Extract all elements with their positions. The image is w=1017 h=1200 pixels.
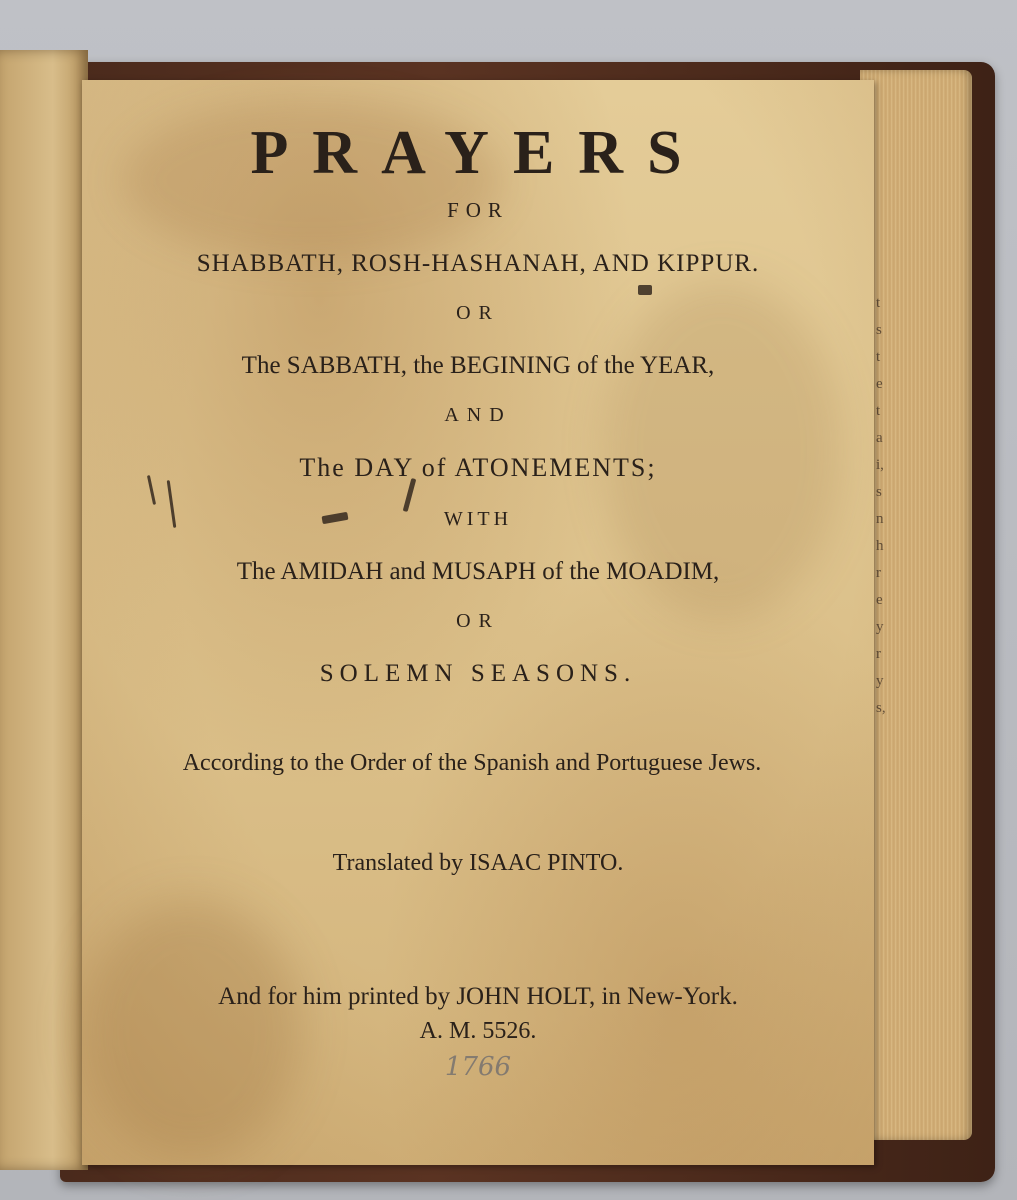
sabbath-line: The SABBATH, the BEGINING of the YEAR, xyxy=(241,352,715,379)
page-edge-letter: y xyxy=(876,619,884,635)
page-edge-letter: s, xyxy=(876,700,886,716)
day-of-atonements-line: The DAY of ATONEMENTS; xyxy=(299,453,657,482)
or-line: OR xyxy=(456,302,500,324)
page-edge-letter: r xyxy=(876,646,881,662)
page-edge-letter: e xyxy=(876,376,883,392)
or-line-2: OR xyxy=(456,610,500,632)
page-edge-letter: s xyxy=(876,484,882,500)
amidah-line: The AMIDAH and MUSAPH of the MOADIM, xyxy=(236,558,720,585)
page-edge-letter: r xyxy=(876,565,881,581)
page-edge-letter: a xyxy=(876,430,883,446)
page-edge-letter: t xyxy=(876,349,881,365)
for-line: FOR xyxy=(447,198,509,222)
page-edge-letter: h xyxy=(876,538,884,554)
translator-line: Translated by ISAAC PINTO. xyxy=(332,850,624,876)
ink-mark xyxy=(638,285,652,295)
left-facing-page xyxy=(0,50,88,1170)
page-edge-letter: t xyxy=(876,295,881,311)
page-edge-letter: s xyxy=(876,322,882,338)
solemn-seasons-line: SOLEMN SEASONS. xyxy=(319,660,637,687)
title-page xyxy=(82,80,874,1165)
page-edge-letter: n xyxy=(876,511,884,527)
page-edge-letter: t xyxy=(876,403,881,419)
and-line: AND xyxy=(444,404,512,426)
order-line: According to the Order of the Spanish and Portuguese Jews. xyxy=(182,750,762,776)
page-edge-letter: i, xyxy=(876,457,884,473)
shabbath-line: SHABBATH, ROSH-HASHANAH, AND KIPPUR. xyxy=(196,250,760,277)
book-title: PRAYERS xyxy=(250,119,706,187)
page-edge-letter: e xyxy=(876,592,883,608)
page-edge-letters xyxy=(876,290,896,722)
page-edge-letter: y xyxy=(876,673,884,689)
ink-mark xyxy=(403,478,417,512)
with-line: WITH xyxy=(443,508,513,530)
anno-mundi-line: A. M. 5526. xyxy=(419,1018,537,1044)
printer-line: And for him printed by JOHN HOLT, in New-York. xyxy=(218,983,738,1010)
handwritten-year: 1766 xyxy=(444,1052,512,1082)
